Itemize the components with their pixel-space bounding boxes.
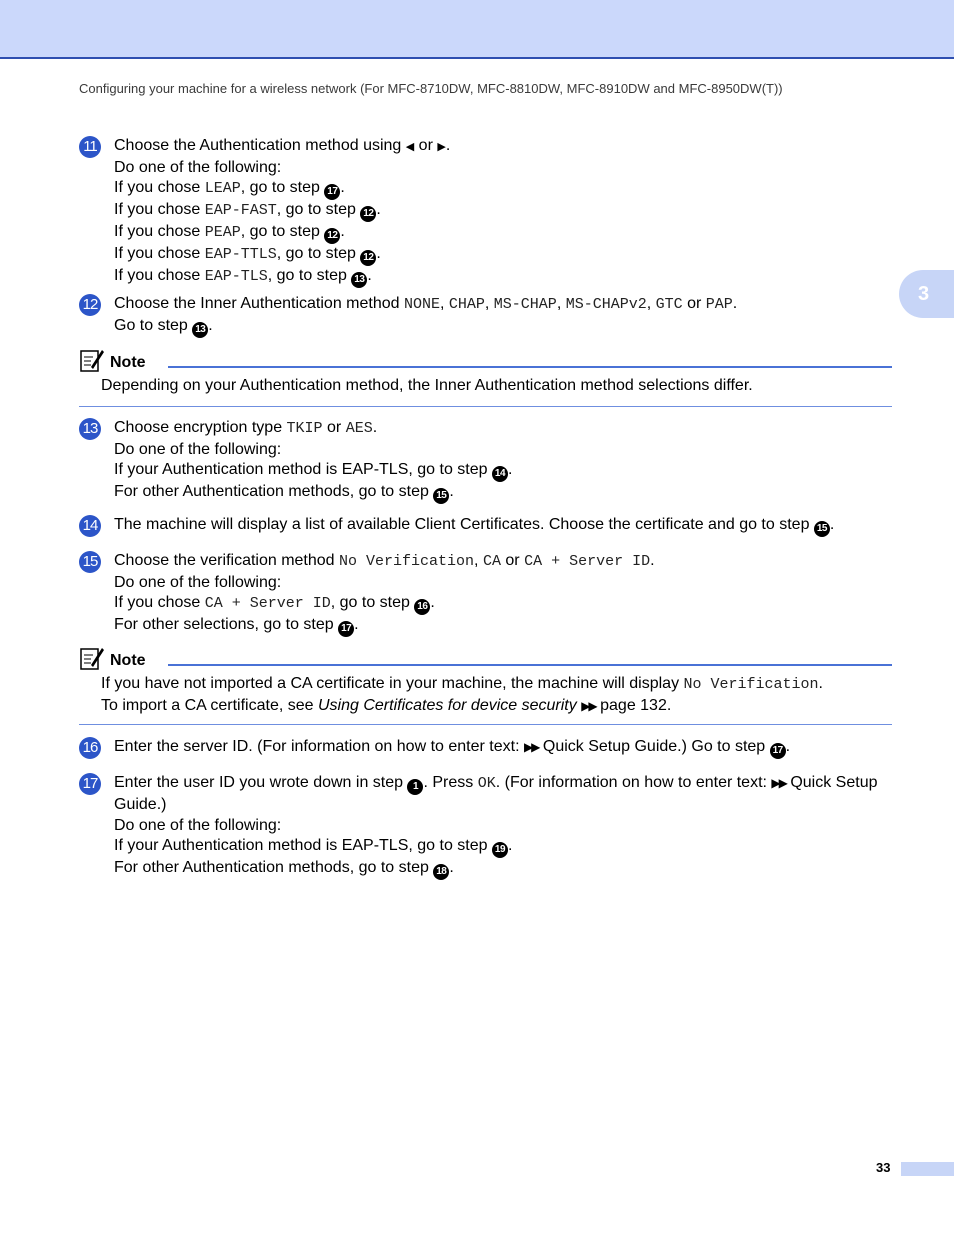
step-ref-badge: 12 xyxy=(324,228,340,244)
note-divider xyxy=(79,406,892,407)
step-ref-badge: 12 xyxy=(360,250,376,266)
step-ref-badge: 12 xyxy=(360,206,376,222)
step-number-badge: 12 xyxy=(79,294,101,316)
step-ref-badge: 13 xyxy=(192,322,208,338)
step-number-badge: 17 xyxy=(79,773,101,795)
step-ref-badge: 1 xyxy=(407,779,423,795)
step-ref-badge: 17 xyxy=(770,743,786,759)
note-pencil-icon xyxy=(79,645,105,671)
note-text: Depending on your Authentication method, the Inner Authentication method selections differ. xyxy=(101,377,753,394)
double-arrow-icon: ▶▶ xyxy=(771,776,786,790)
left-arrow-icon: ◀ xyxy=(405,141,415,153)
cross-reference-link[interactable]: Using Certificates for device security xyxy=(317,696,577,714)
step-ref-badge: 16 xyxy=(414,599,430,615)
header-band xyxy=(0,0,954,59)
note-label: Note xyxy=(110,354,146,371)
step-number-badge: 14 xyxy=(79,515,101,537)
step-number-badge: 11 xyxy=(79,136,101,158)
footer-bar xyxy=(901,1162,954,1176)
running-title: Configuring your machine for a wireless network (For MFC-8710DW, MFC-8810DW, MFC-8910DW and MFC-8950DW(T)) xyxy=(79,81,783,96)
note-rule xyxy=(168,366,892,368)
step-number-badge: 15 xyxy=(79,551,101,573)
note-pencil-icon xyxy=(79,347,105,373)
step-ref-badge: 19 xyxy=(492,842,508,858)
step-ref-badge: 13 xyxy=(351,272,367,288)
step-number-badge: 13 xyxy=(79,418,101,440)
note-divider xyxy=(79,724,892,725)
step-ref-badge: 17 xyxy=(324,184,340,200)
double-arrow-icon: ▶▶ xyxy=(523,740,539,754)
step-ref-badge: 17 xyxy=(338,621,354,637)
right-arrow-icon: ▶ xyxy=(437,141,446,153)
note-header xyxy=(79,347,892,373)
note-text: If you have not imported a CA certificate in your machine, the machine will display No Verification. To import a CA certificate, see Using Certificates for device security ▶▶ page 132. xyxy=(101,675,823,714)
step-number-badge: 16 xyxy=(79,737,101,759)
double-arrow-icon: ▶▶ xyxy=(581,698,596,713)
note-rule xyxy=(168,664,892,666)
step-ref-badge: 14 xyxy=(492,466,508,482)
chapter-tab: 3 xyxy=(899,270,954,318)
note-header xyxy=(79,645,892,671)
step-ref-badge: 18 xyxy=(433,864,449,880)
page-number: 33 xyxy=(876,1160,891,1175)
step-ref-badge: 15 xyxy=(814,521,830,537)
step-ref-badge: 15 xyxy=(433,488,449,504)
note-label: Note xyxy=(110,652,146,669)
